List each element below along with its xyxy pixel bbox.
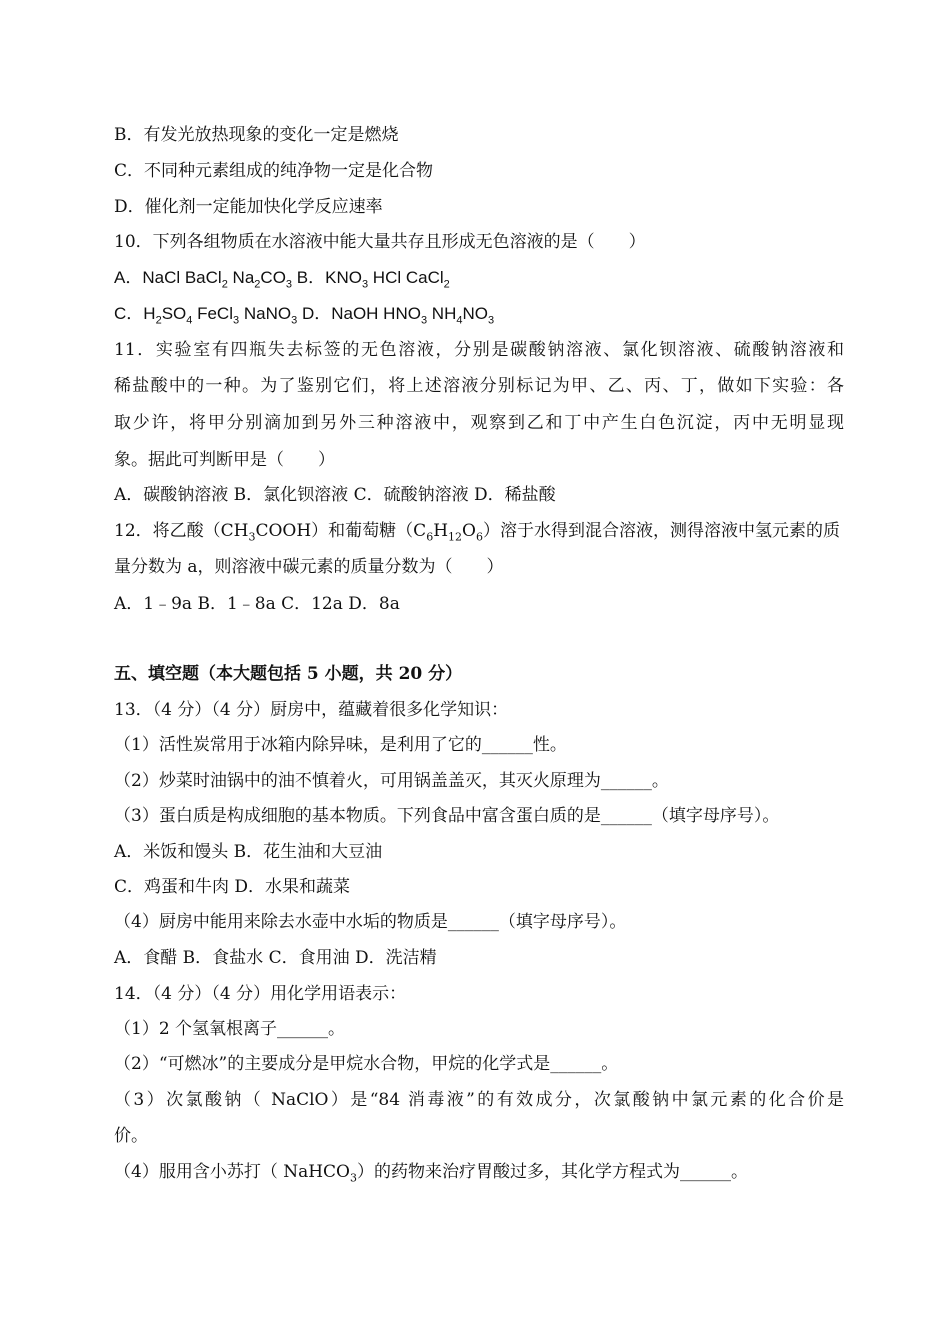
q13-stem: 13．（4 分）（4 分）厨房中，蕴藏着很多化学知识： bbox=[114, 700, 509, 720]
q11-line-2: 稀盐酸中的一种。为了鉴别它们，将上述溶液分别标记为甲、乙、丙、丁，做如下实验：各 bbox=[114, 376, 844, 396]
subscript: 6 bbox=[426, 530, 434, 544]
q12-text: 12．将乙酸（CH bbox=[114, 521, 249, 541]
q11-line-4: 象。据此可判断甲是（ ） bbox=[114, 450, 335, 470]
q10-text: FeCl bbox=[192, 304, 233, 323]
subscript: 2 bbox=[254, 278, 261, 291]
q10-options-ab bbox=[114, 260, 844, 296]
q13-part-4: （4）厨房中能用来除去水壶中水垢的物质是______（填字母序号）。 bbox=[114, 912, 627, 932]
subscript: 3 bbox=[361, 278, 369, 291]
q13-part-1: （1）活性炭常用于冰箱内除异味，是利用了它的______性。 bbox=[114, 735, 567, 755]
subscript: 3 bbox=[350, 1171, 357, 1185]
q12-text: O bbox=[462, 521, 476, 541]
q14-part-3-line-2: 价。 bbox=[114, 1126, 148, 1146]
subscript: 12 bbox=[448, 530, 463, 544]
subscript: 2 bbox=[443, 278, 450, 291]
q10-text: C．H bbox=[114, 304, 156, 323]
q14-text: ）的药物来治疗胃酸过多，其化学方程式为______。 bbox=[357, 1162, 748, 1182]
subscript: 3 bbox=[285, 278, 293, 291]
q13-part-2: （2）炒菜时油锅中的油不慎着火，可用锅盖盖灭，其灭火原理为______。 bbox=[114, 771, 669, 791]
subscript: 2 bbox=[221, 278, 228, 291]
q9-option-c: C．不同种元素组成的纯净物一定是化合物 bbox=[114, 161, 434, 181]
subscript: 3 bbox=[248, 530, 256, 544]
q10-text: D．NaOH HNO bbox=[297, 304, 421, 323]
subscript: 3 bbox=[233, 314, 240, 327]
q12-line-1 bbox=[114, 513, 844, 549]
q12-text: COOH）和葡萄糖（C bbox=[255, 521, 427, 541]
q14-part-3-line-1: （3）次氯酸钠（ NaClO）是“84 消毒液”的有效成分，次氯酸钠中氯元素的化合价是 bbox=[114, 1090, 844, 1110]
q10-text: A．NaCl BaCl bbox=[114, 268, 222, 287]
q12-text: H bbox=[433, 521, 449, 541]
q13-part-3: （3）蛋白质是构成细胞的基本物质。下列食品中富含蛋白质的是______（填字母序号）。 bbox=[114, 806, 780, 826]
q12-text: ）溶于水得到混合溶液，测得溶液中氢元素的质 bbox=[482, 521, 840, 541]
q14-part-4 bbox=[114, 1154, 844, 1190]
q10-text: NO bbox=[462, 304, 488, 323]
q13-part-4-options: A．食醋 B．食盐水 C．食用油 D．洗洁精 bbox=[114, 948, 437, 968]
subscript: 3 bbox=[420, 314, 428, 327]
q10-text: CO bbox=[260, 268, 286, 287]
q10-options-cd bbox=[114, 296, 844, 332]
q13-part-3-options-ab: A．米饭和馒头 B．花生油和大豆油 bbox=[114, 842, 383, 862]
subscript: 4 bbox=[456, 314, 463, 327]
subscript: 3 bbox=[487, 314, 495, 327]
q10-text: HCl CaCl bbox=[368, 268, 444, 287]
q9-option-b: B．有发光放热现象的变化一定是燃烧 bbox=[114, 125, 399, 145]
subscript: 6 bbox=[475, 530, 483, 544]
q12-line-2: 量分数为 a，则溶液中碳元素的质量分数为（ ） bbox=[114, 557, 504, 577]
q9-option-d: D．催化剂一定能加快化学反应速率 bbox=[114, 197, 383, 217]
q11-options: A．碳酸钠溶液 B．氯化钡溶液 C．硫酸钠溶液 D．稀盐酸 bbox=[114, 485, 556, 505]
q10-stem: 10．下列各组物质在水溶液中能大量共存且形成无色溶液的是（ ） bbox=[114, 232, 646, 252]
subscript: 3 bbox=[291, 314, 298, 327]
section-heading: 五、填空题（本大题包括 5 小题，共 20 分） bbox=[114, 664, 463, 684]
q10-text: Na bbox=[227, 268, 255, 287]
q10-text: NaNO bbox=[239, 304, 292, 323]
q14-text: （4）服用含小苏打（ NaHCO bbox=[114, 1162, 350, 1182]
q11-line-3: 取少许，将甲分别滴加到另外三种溶液中，观察到乙和丁中产生白色沉淀，丙中无明显现 bbox=[114, 413, 844, 433]
q12-options: A．1﹣9a B．1﹣8a C．12a D．8a bbox=[114, 594, 400, 614]
q10-text: NH bbox=[427, 304, 457, 323]
q14-part-1: （1）2 个氢氧根离子______。 bbox=[114, 1019, 346, 1039]
q13-part-3-options-cd: C．鸡蛋和牛肉 D．水果和蔬菜 bbox=[114, 877, 351, 897]
q11-line-1: 11．实验室有四瓶失去标签的无色溶液，分别是碳酸钠溶液、氯化钡溶液、硫酸钠溶液和 bbox=[114, 340, 844, 360]
q10-text: SO bbox=[161, 304, 187, 323]
q14-part-2: （2）“可燃冰”的主要成分是甲烷水合物，甲烷的化学式是______。 bbox=[114, 1054, 619, 1074]
q10-text: B．KNO bbox=[292, 268, 362, 287]
subscript: 4 bbox=[186, 314, 193, 327]
q14-stem: 14．（4 分）（4 分）用化学用语表示： bbox=[114, 984, 407, 1004]
subscript: 2 bbox=[155, 314, 162, 327]
